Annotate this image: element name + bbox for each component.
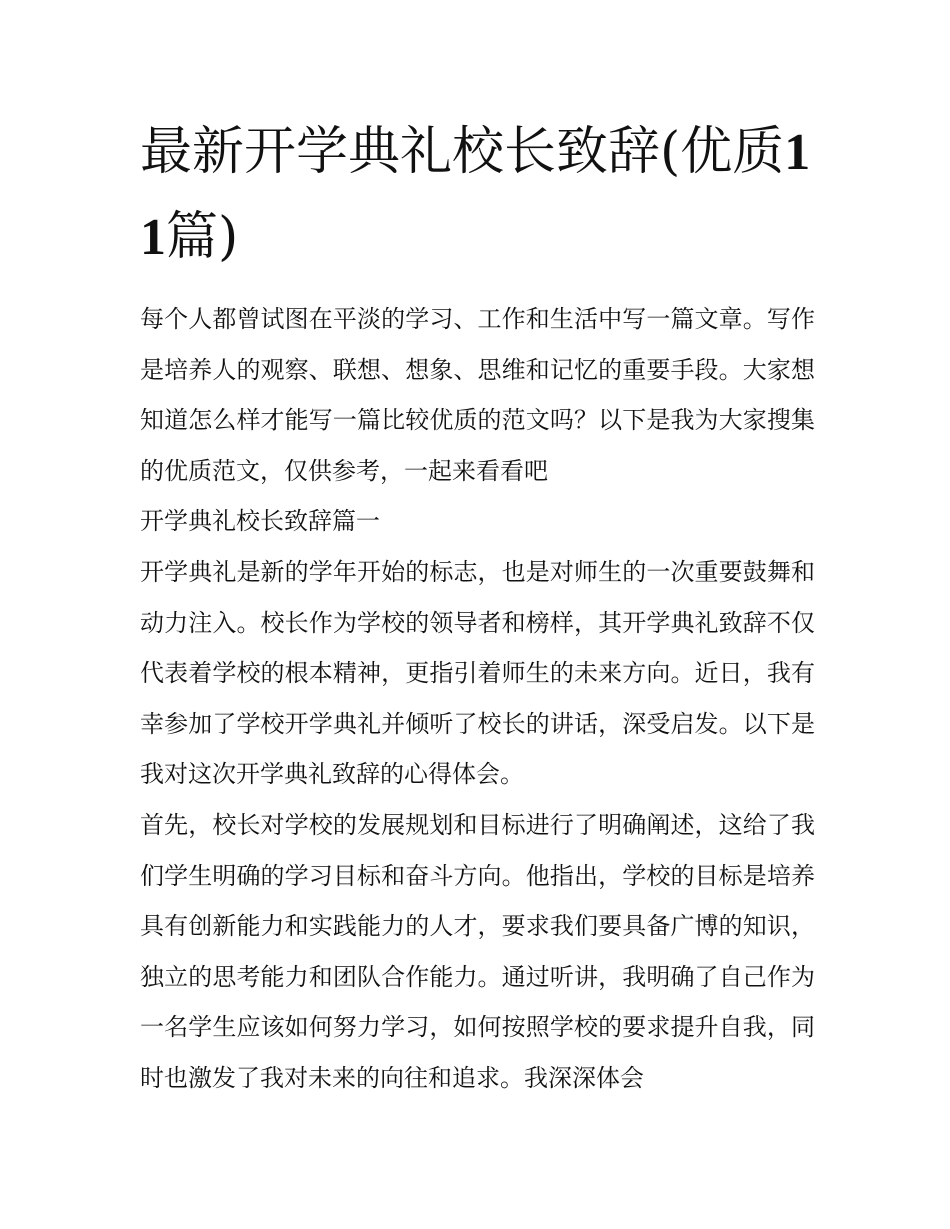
document-body xyxy=(140,110,815,1104)
title-prefix: 最新开学典礼校长致辞(优质 xyxy=(140,122,785,182)
intro-paragraph: 每个人都曾试图在平淡的学习、工作和生活中写一篇文章。写作是培养人的观察、联想、想象、思维和记忆的重要手段。大家想知道怎么样才能写一篇比较优质的范文吗？以下是我为大家搜集的优质范文，仅供参考，一起来看看吧 xyxy=(140,305,815,485)
title-suffix: 篇) xyxy=(166,207,239,267)
body-paragraph-2: 首先，校长对学校的发展规划和目标进行了明确阐述，这给了我们学生明确的学习目标和奋斗方向。他指出，学校的目标是培养具有创新能力和实践能力的人才，要求我们要具备广博的知识，独立的思考能力和团队合作能力。通过听讲，我明确了自己作为一名学生应该如何努力学习，如何按照学校的要求提升自我，同时也激发了我对未来的向往和追求。我深深体会 xyxy=(140,810,815,1092)
document-title xyxy=(140,110,815,280)
body-paragraph-1: 开学典礼是新的学年开始的标志，也是对师生的一次重要鼓舞和动力注入。校长作为学校的领导者和榜样，其开学典礼致辞不仅代表着学校的根本精神，更指引着师生的未来方向。近日，我有幸参加了学校开学典礼并倾听了校长的讲话，深受启发。以下是我对这次开学典礼致辞的心得体会。 xyxy=(140,557,815,789)
title-number: 11 xyxy=(140,124,811,266)
section-heading: 开学典礼校长致辞篇一 xyxy=(140,507,380,536)
